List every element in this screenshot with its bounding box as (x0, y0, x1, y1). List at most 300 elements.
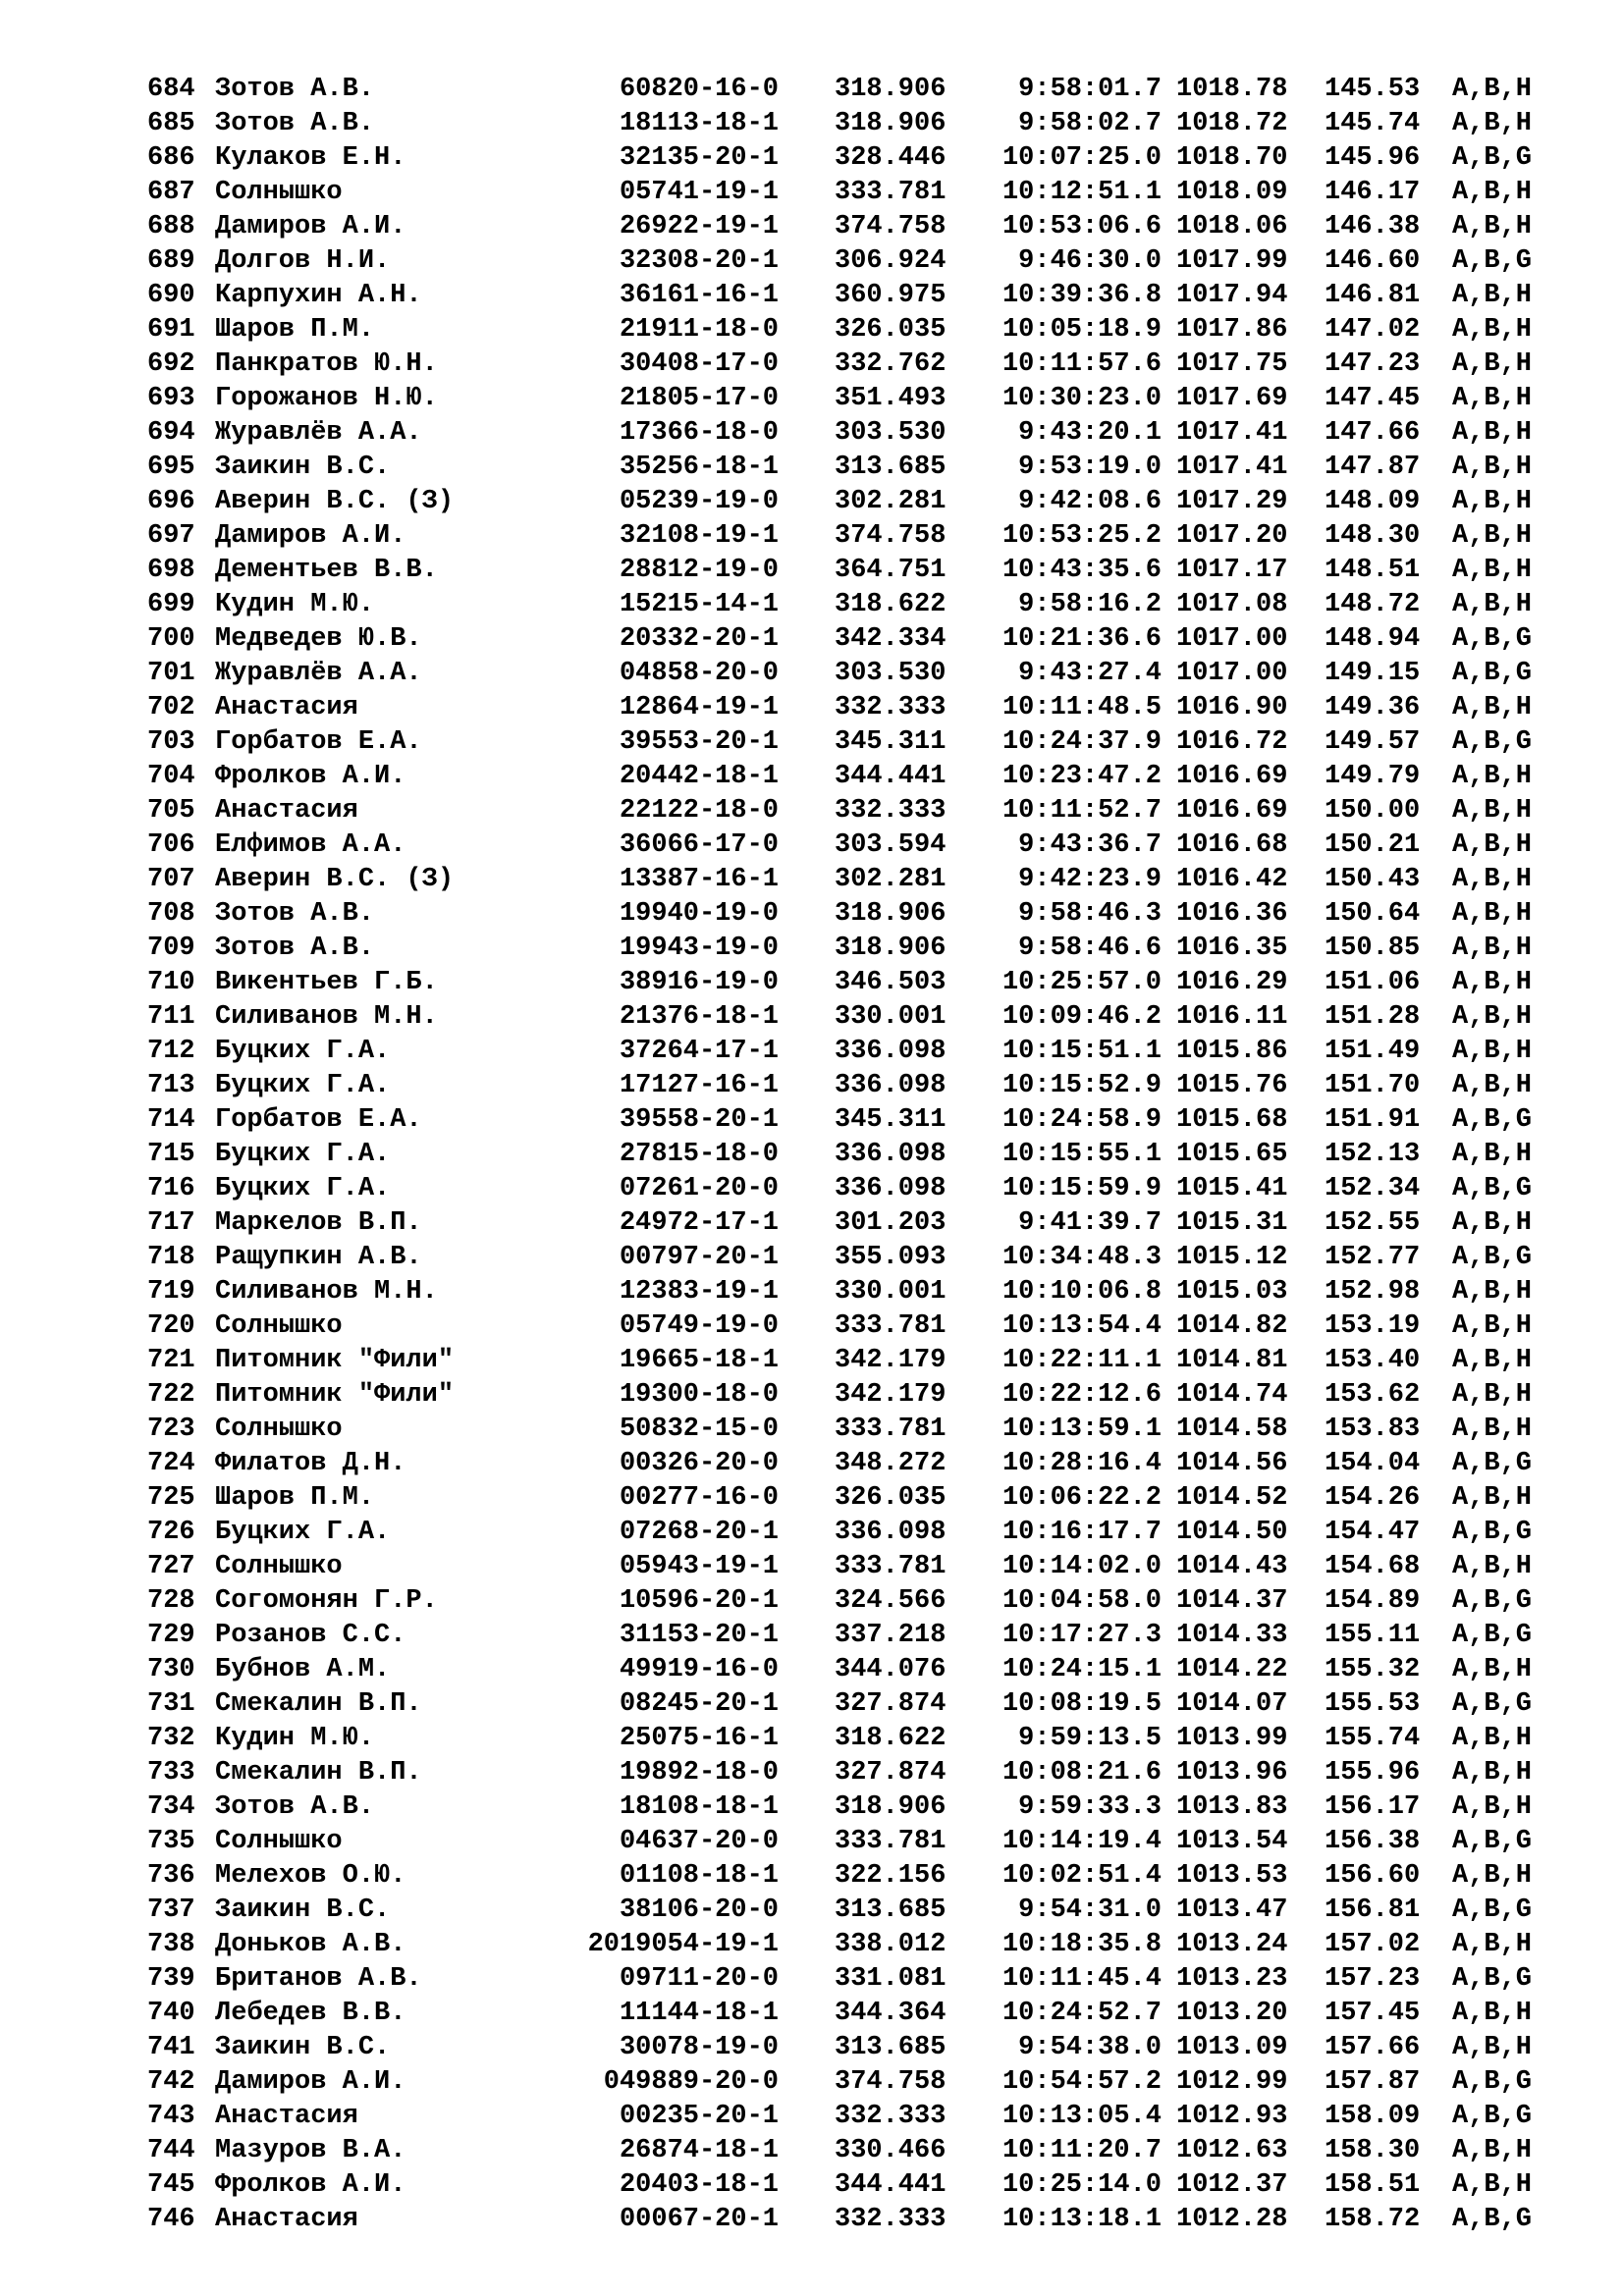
table-row (0, 2100, 1623, 2134)
speed-value: 1012.28 (1176, 2205, 1288, 2234)
table-row (0, 1241, 1623, 1275)
coefficient: 145.53 (1325, 75, 1421, 104)
speed-value: 1016.68 (1176, 830, 1288, 860)
fancier-name: Горбатов Е.А. (215, 727, 422, 757)
fancier-name: Розанов С.С. (215, 1621, 406, 1650)
arrival-time: 10:11:48.5 (1001, 693, 1162, 722)
table-row (0, 1584, 1623, 1619)
fancier-name: Мелехов О.Ю. (215, 1861, 406, 1891)
distance-km: 336.098 (835, 1037, 947, 1066)
category-tags: A,B,H (1452, 590, 1533, 619)
speed-value: 1014.52 (1176, 1483, 1288, 1513)
ring-number: 17127-16-1 (619, 1071, 779, 1100)
arrival-time: 10:28:16.4 (1001, 1449, 1162, 1478)
speed-value: 1014.56 (1176, 1449, 1288, 1478)
place-number: 742 (147, 2067, 195, 2097)
category-tags: A,B,G (1452, 1896, 1533, 1925)
speed-value: 1013.20 (1176, 1999, 1288, 2028)
fancier-name: Буцких Г.А. (215, 1174, 391, 1203)
fancier-name: Ращупкин А.В. (215, 1243, 422, 1272)
place-number: 714 (147, 1105, 195, 1135)
table-row (0, 760, 1623, 794)
ring-number: 39553-20-1 (619, 727, 779, 757)
ring-number: 38916-19-0 (619, 968, 779, 997)
fancier-name: Журавлёв А.А. (215, 659, 422, 688)
ring-number: 05239-19-0 (619, 487, 779, 516)
speed-value: 1017.00 (1176, 659, 1288, 688)
coefficient: 154.04 (1325, 1449, 1421, 1478)
place-number: 703 (147, 727, 195, 757)
category-tags: A,B,H (1452, 1999, 1533, 2028)
category-tags: A,B,G (1452, 1689, 1533, 1719)
fancier-name: Панкратов Ю.Н. (215, 349, 438, 379)
coefficient: 155.32 (1325, 1655, 1421, 1684)
place-number: 731 (147, 1689, 195, 1719)
coefficient: 148.94 (1325, 624, 1421, 654)
fancier-name: Буцких Г.А. (215, 1140, 391, 1169)
place-number: 724 (147, 1449, 195, 1478)
ring-number: 50832-15-0 (619, 1415, 779, 1444)
ring-number: 39558-20-1 (619, 1105, 779, 1135)
speed-value: 1015.12 (1176, 1243, 1288, 1272)
arrival-time: 10:25:57.0 (1001, 968, 1162, 997)
arrival-time: 9:53:19.0 (1018, 453, 1162, 482)
arrival-time: 10:25:14.0 (1001, 2170, 1162, 2200)
distance-km: 351.493 (835, 384, 947, 413)
ring-number: 00067-20-1 (619, 2205, 779, 2234)
ring-number: 00277-16-0 (619, 1483, 779, 1513)
coefficient: 147.02 (1325, 315, 1421, 345)
table-row (0, 1619, 1623, 1653)
fancier-name: Согомонян Г.Р. (215, 1586, 438, 1616)
table-row (0, 966, 1623, 1000)
coefficient: 149.79 (1325, 762, 1421, 791)
category-tags: A,B,H (1452, 487, 1533, 516)
category-tags: A,B,G (1452, 143, 1533, 173)
arrival-time: 10:39:36.8 (1001, 281, 1162, 310)
distance-km: 333.781 (835, 1415, 947, 1444)
fancier-name: Кулаков Е.Н. (215, 143, 406, 173)
ring-number: 19940-19-0 (619, 899, 779, 929)
arrival-time: 9:43:36.7 (1018, 830, 1162, 860)
coefficient: 151.91 (1325, 1105, 1421, 1135)
arrival-time: 9:43:20.1 (1018, 418, 1162, 448)
speed-value: 1014.58 (1176, 1415, 1288, 1444)
ring-number: 32308-20-1 (619, 246, 779, 276)
fancier-name: Фролков А.И. (215, 2170, 406, 2200)
distance-km: 360.975 (835, 281, 947, 310)
distance-km: 326.035 (835, 315, 947, 345)
distance-km: 318.906 (835, 899, 947, 929)
distance-km: 338.012 (835, 1930, 947, 1959)
ring-number: 13387-16-1 (619, 865, 779, 894)
place-number: 737 (147, 1896, 195, 1925)
place-number: 685 (147, 109, 195, 138)
coefficient: 147.87 (1325, 453, 1421, 482)
coefficient: 155.53 (1325, 1689, 1421, 1719)
category-tags: A,B,G (1452, 1586, 1533, 1616)
table-row (0, 1653, 1623, 1687)
table-row (0, 1069, 1623, 1103)
ring-number: 38106-20-0 (619, 1896, 779, 1925)
coefficient: 157.66 (1325, 2033, 1421, 2062)
table-row (0, 1309, 1623, 1344)
ring-number: 11144-18-1 (619, 1999, 779, 2028)
table-row (0, 863, 1623, 897)
table-row (0, 1413, 1623, 1447)
distance-km: 332.333 (835, 693, 947, 722)
arrival-time: 10:17:27.3 (1001, 1621, 1162, 1650)
distance-km: 330.001 (835, 1277, 947, 1307)
arrival-time: 9:58:46.6 (1018, 934, 1162, 963)
coefficient: 150.64 (1325, 899, 1421, 929)
arrival-time: 10:15:55.1 (1001, 1140, 1162, 1169)
coefficient: 154.89 (1325, 1586, 1421, 1616)
fancier-name: Буцких Г.А. (215, 1071, 391, 1100)
arrival-time: 10:08:21.6 (1001, 1758, 1162, 1788)
distance-km: 374.758 (835, 2067, 947, 2097)
place-number: 694 (147, 418, 195, 448)
place-number: 726 (147, 1518, 195, 1547)
place-number: 718 (147, 1243, 195, 1272)
fancier-name: Буцких Г.А. (215, 1037, 391, 1066)
table-row (0, 1275, 1623, 1309)
speed-value: 1017.86 (1176, 315, 1288, 345)
table-row (0, 519, 1623, 554)
coefficient: 151.06 (1325, 968, 1421, 997)
place-number: 695 (147, 453, 195, 482)
table-row (0, 1035, 1623, 1069)
coefficient: 150.85 (1325, 934, 1421, 963)
place-number: 702 (147, 693, 195, 722)
fancier-name: Анастасия (215, 2102, 358, 2131)
category-tags: A,B,G (1452, 1621, 1533, 1650)
distance-km: 333.781 (835, 1827, 947, 1856)
category-tags: A,B,H (1452, 1655, 1533, 1684)
ring-number: 32108-19-1 (619, 521, 779, 551)
coefficient: 150.00 (1325, 796, 1421, 826)
place-number: 697 (147, 521, 195, 551)
speed-value: 1014.22 (1176, 1655, 1288, 1684)
fancier-name: Смекалин В.П. (215, 1758, 422, 1788)
fancier-name: Карпухин А.Н. (215, 281, 422, 310)
place-number: 689 (147, 246, 195, 276)
distance-km: 342.179 (835, 1346, 947, 1375)
category-tags: A,B,H (1452, 1552, 1533, 1581)
fancier-name: Елфимов А.А. (215, 830, 406, 860)
coefficient: 145.74 (1325, 109, 1421, 138)
coefficient: 158.09 (1325, 2102, 1421, 2131)
arrival-time: 10:11:57.6 (1001, 349, 1162, 379)
coefficient: 152.77 (1325, 1243, 1421, 1272)
distance-km: 374.758 (835, 212, 947, 241)
arrival-time: 10:06:22.2 (1001, 1483, 1162, 1513)
arrival-time: 10:02:51.4 (1001, 1861, 1162, 1891)
fancier-name: Кудин М.Ю. (215, 590, 375, 619)
place-number: 741 (147, 2033, 195, 2062)
coefficient: 148.09 (1325, 487, 1421, 516)
fancier-name: Филатов Д.Н. (215, 1449, 406, 1478)
arrival-time: 10:13:59.1 (1001, 1415, 1162, 1444)
ring-number: 01108-18-1 (619, 1861, 779, 1891)
arrival-time: 10:05:18.9 (1001, 315, 1162, 345)
arrival-time: 9:43:27.4 (1018, 659, 1162, 688)
speed-value: 1014.82 (1176, 1311, 1288, 1341)
place-number: 710 (147, 968, 195, 997)
ring-number: 21911-18-0 (619, 315, 779, 345)
speed-value: 1015.03 (1176, 1277, 1288, 1307)
coefficient: 146.81 (1325, 281, 1421, 310)
ring-number: 00235-20-1 (619, 2102, 779, 2131)
ring-number: 28812-19-0 (619, 556, 779, 585)
coefficient: 153.19 (1325, 1311, 1421, 1341)
table-row (0, 107, 1623, 141)
coefficient: 158.30 (1325, 2136, 1421, 2165)
arrival-time: 9:58:46.3 (1018, 899, 1162, 929)
ring-number: 09711-20-0 (619, 1964, 779, 1994)
speed-value: 1012.37 (1176, 2170, 1288, 2200)
category-tags: A,B,H (1452, 1208, 1533, 1238)
speed-value: 1017.20 (1176, 521, 1288, 551)
distance-km: 318.906 (835, 109, 947, 138)
distance-km: 342.179 (835, 1380, 947, 1410)
arrival-time: 10:10:06.8 (1001, 1277, 1162, 1307)
place-number: 730 (147, 1655, 195, 1684)
place-number: 717 (147, 1208, 195, 1238)
ring-number: 04637-20-0 (619, 1827, 779, 1856)
place-number: 713 (147, 1071, 195, 1100)
table-row (0, 1378, 1623, 1413)
distance-km: 345.311 (835, 1105, 947, 1135)
ring-number: 049889-20-0 (603, 2067, 779, 2097)
table-row (0, 485, 1623, 519)
table-row (0, 2203, 1623, 2237)
fancier-name: Шаров П.М. (215, 315, 375, 345)
category-tags: A,B,H (1452, 1930, 1533, 1959)
distance-km: 330.466 (835, 2136, 947, 2165)
speed-value: 1018.06 (1176, 212, 1288, 241)
ring-number: 12864-19-1 (619, 693, 779, 722)
place-number: 729 (147, 1621, 195, 1650)
speed-value: 1016.36 (1176, 899, 1288, 929)
fancier-name: Зотов А.В. (215, 899, 375, 929)
speed-value: 1013.54 (1176, 1827, 1288, 1856)
fancier-name: Солнышко (215, 1552, 343, 1581)
arrival-time: 10:30:23.0 (1001, 384, 1162, 413)
speed-value: 1018.72 (1176, 109, 1288, 138)
arrival-time: 9:42:23.9 (1018, 865, 1162, 894)
category-tags: A,B,H (1452, 899, 1533, 929)
table-row (0, 1756, 1623, 1790)
table-row (0, 1103, 1623, 1138)
place-number: 696 (147, 487, 195, 516)
ring-number: 08245-20-1 (619, 1689, 779, 1719)
table-row (0, 1859, 1623, 1894)
table-row (0, 1000, 1623, 1035)
place-number: 707 (147, 865, 195, 894)
arrival-time: 9:58:02.7 (1018, 109, 1162, 138)
table-row (0, 1138, 1623, 1172)
distance-km: 333.781 (835, 1552, 947, 1581)
table-row (0, 828, 1623, 863)
fancier-name: Заикин В.С. (215, 1896, 391, 1925)
ring-number: 05749-19-0 (619, 1311, 779, 1341)
coefficient: 148.51 (1325, 556, 1421, 585)
coefficient: 148.72 (1325, 590, 1421, 619)
arrival-time: 10:22:11.1 (1001, 1346, 1162, 1375)
speed-value: 1017.00 (1176, 624, 1288, 654)
table-row (0, 2031, 1623, 2065)
ring-number: 10596-20-1 (619, 1586, 779, 1616)
distance-km: 327.874 (835, 1758, 947, 1788)
arrival-time: 9:58:16.2 (1018, 590, 1162, 619)
speed-value: 1016.72 (1176, 727, 1288, 757)
ring-number: 49919-16-0 (619, 1655, 779, 1684)
distance-km: 344.441 (835, 762, 947, 791)
table-row (0, 2134, 1623, 2168)
speed-value: 1017.94 (1176, 281, 1288, 310)
coefficient: 158.51 (1325, 2170, 1421, 2200)
speed-value: 1017.41 (1176, 453, 1288, 482)
distance-km: 342.334 (835, 624, 947, 654)
speed-value: 1015.31 (1176, 1208, 1288, 1238)
ring-number: 00326-20-0 (619, 1449, 779, 1478)
fancier-name: Анастасия (215, 2205, 358, 2234)
category-tags: A,B,H (1452, 2136, 1533, 2165)
ring-number: 36066-17-0 (619, 830, 779, 860)
place-number: 744 (147, 2136, 195, 2165)
arrival-time: 9:54:38.0 (1018, 2033, 1162, 2062)
fancier-name: Лебедев В.В. (215, 1999, 406, 2028)
coefficient: 151.70 (1325, 1071, 1421, 1100)
category-tags: A,B,H (1452, 1037, 1533, 1066)
ring-number: 21376-18-1 (619, 1002, 779, 1032)
speed-value: 1018.09 (1176, 178, 1288, 207)
table-row (0, 1172, 1623, 1206)
ring-number: 26922-19-1 (619, 212, 779, 241)
table-row (0, 73, 1623, 107)
speed-value: 1014.07 (1176, 1689, 1288, 1719)
place-number: 706 (147, 830, 195, 860)
coefficient: 153.40 (1325, 1346, 1421, 1375)
place-number: 721 (147, 1346, 195, 1375)
table-row (0, 1481, 1623, 1516)
place-number: 739 (147, 1964, 195, 1994)
distance-km: 332.333 (835, 2205, 947, 2234)
category-tags: A,B,H (1452, 453, 1533, 482)
arrival-time: 10:43:35.6 (1001, 556, 1162, 585)
category-tags: A,B,G (1452, 1827, 1533, 1856)
place-number: 692 (147, 349, 195, 379)
distance-km: 322.156 (835, 1861, 947, 1891)
ring-number: 18108-18-1 (619, 1792, 779, 1822)
arrival-time: 9:41:39.7 (1018, 1208, 1162, 1238)
ring-number: 2019054-19-1 (587, 1930, 779, 1959)
ring-number: 22122-18-0 (619, 796, 779, 826)
arrival-time: 10:24:37.9 (1001, 727, 1162, 757)
table-row (0, 1687, 1623, 1722)
table-row (0, 141, 1623, 176)
arrival-time: 10:13:54.4 (1001, 1311, 1162, 1341)
coefficient: 157.87 (1325, 2067, 1421, 2097)
ring-number: 21805-17-0 (619, 384, 779, 413)
fancier-name: Викентьев Г.Б. (215, 968, 438, 997)
place-number: 734 (147, 1792, 195, 1822)
arrival-time: 10:04:58.0 (1001, 1586, 1162, 1616)
arrival-time: 10:07:25.0 (1001, 143, 1162, 173)
fancier-name: Бубнов А.М. (215, 1655, 391, 1684)
ring-number: 05741-19-1 (619, 178, 779, 207)
category-tags: A,B,H (1452, 418, 1533, 448)
arrival-time: 10:53:06.6 (1001, 212, 1162, 241)
arrival-time: 9:42:08.6 (1018, 487, 1162, 516)
table-row (0, 279, 1623, 313)
category-tags: A,B,H (1452, 2033, 1533, 2062)
speed-value: 1013.96 (1176, 1758, 1288, 1788)
arrival-time: 10:15:51.1 (1001, 1037, 1162, 1066)
coefficient: 149.36 (1325, 693, 1421, 722)
arrival-time: 9:46:30.0 (1018, 246, 1162, 276)
fancier-name: Зотов А.В. (215, 934, 375, 963)
arrival-time: 10:13:18.1 (1001, 2205, 1162, 2234)
place-number: 716 (147, 1174, 195, 1203)
distance-km: 318.906 (835, 1792, 947, 1822)
fancier-name: Дамиров А.И. (215, 521, 406, 551)
fancier-name: Питомник "Фили" (215, 1380, 455, 1410)
ring-number: 19300-18-0 (619, 1380, 779, 1410)
distance-km: 337.218 (835, 1621, 947, 1650)
coefficient: 145.96 (1325, 143, 1421, 173)
place-number: 684 (147, 75, 195, 104)
fancier-name: Солнышко (215, 178, 343, 207)
arrival-time: 10:24:52.7 (1001, 1999, 1162, 2028)
fancier-name: Медведев Ю.В. (215, 624, 422, 654)
fancier-name: Дамиров А.И. (215, 2067, 406, 2097)
arrival-time: 10:24:15.1 (1001, 1655, 1162, 1684)
table-row (0, 1206, 1623, 1241)
ring-number: 07261-20-0 (619, 1174, 779, 1203)
place-number: 700 (147, 624, 195, 654)
table-row (0, 1790, 1623, 1825)
place-number: 708 (147, 899, 195, 929)
table-row (0, 416, 1623, 451)
place-number: 690 (147, 281, 195, 310)
coefficient: 153.83 (1325, 1415, 1421, 1444)
fancier-name: Кудин М.Ю. (215, 1724, 375, 1753)
place-number: 722 (147, 1380, 195, 1410)
speed-value: 1018.70 (1176, 143, 1288, 173)
category-tags: A,B,H (1452, 693, 1533, 722)
speed-value: 1015.41 (1176, 1174, 1288, 1203)
fancier-name: Мазуров В.А. (215, 2136, 406, 2165)
place-number: 736 (147, 1861, 195, 1891)
fancier-name: Дементьев В.В. (215, 556, 438, 585)
category-tags: A,B,H (1452, 1140, 1533, 1169)
ring-number: 60820-16-0 (619, 75, 779, 104)
distance-km: 374.758 (835, 521, 947, 551)
speed-value: 1017.41 (1176, 418, 1288, 448)
fancier-name: Смекалин В.П. (215, 1689, 422, 1719)
ring-number: 04858-20-0 (619, 659, 779, 688)
category-tags: A,B,H (1452, 384, 1533, 413)
speed-value: 1018.78 (1176, 75, 1288, 104)
distance-km: 344.364 (835, 1999, 947, 2028)
fancier-name: Доньков А.В. (215, 1930, 406, 1959)
distance-km: 301.203 (835, 1208, 947, 1238)
speed-value: 1014.74 (1176, 1380, 1288, 1410)
place-number: 691 (147, 315, 195, 345)
distance-km: 318.906 (835, 75, 947, 104)
